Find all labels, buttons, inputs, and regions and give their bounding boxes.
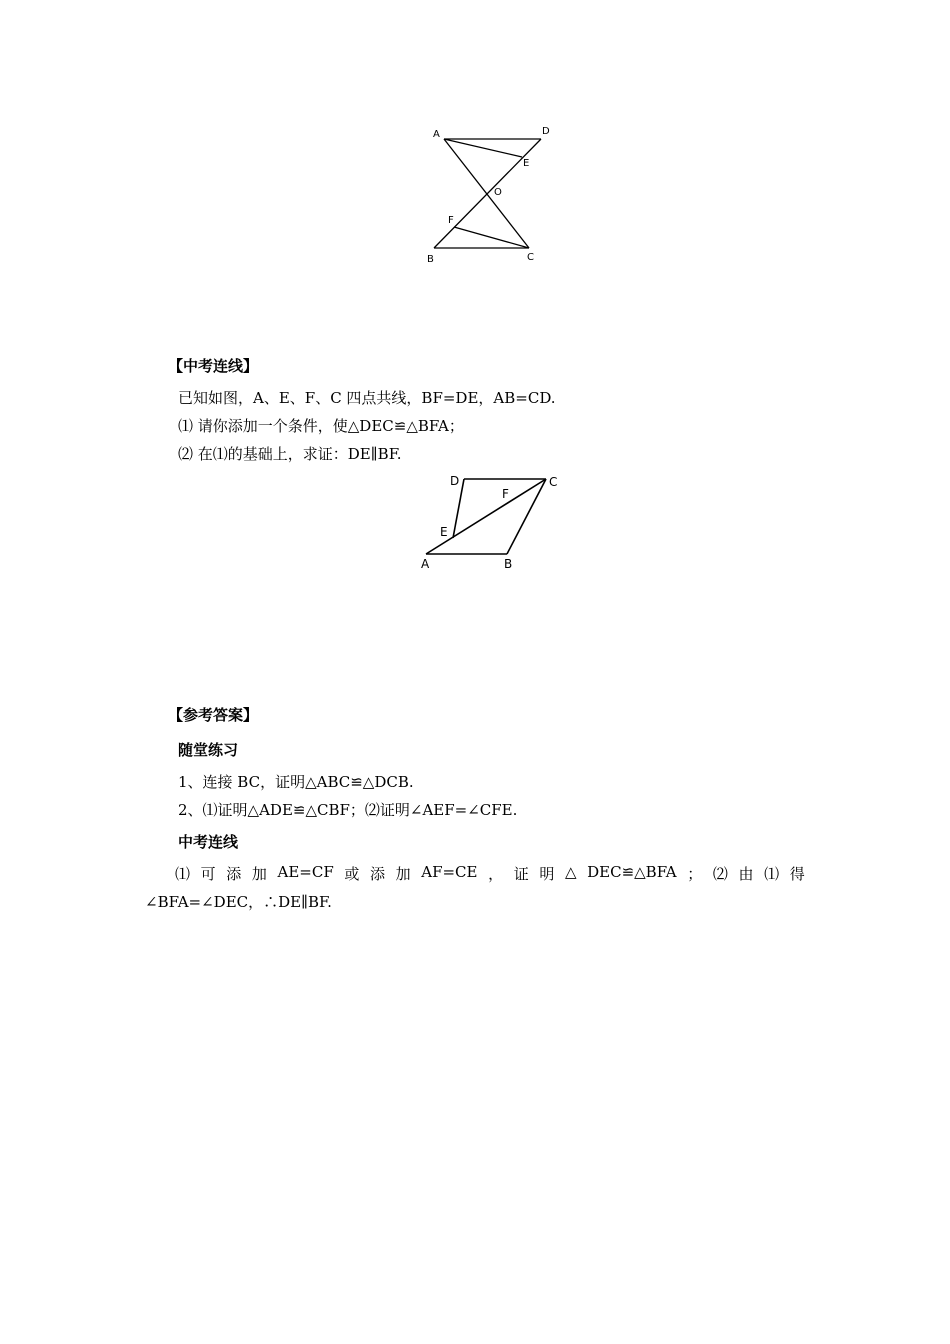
answer-token: 添 <box>226 865 242 883</box>
exam-heading: 【中考连线】 <box>168 357 259 375</box>
answer-token: ⑵ <box>712 865 728 883</box>
answer-token: 明 <box>539 865 555 883</box>
answer-token: 可 <box>200 865 216 883</box>
exam-intro: 已知如图，A、E、F、C 四点共线，BF=DE，AB=CD. <box>178 389 556 407</box>
label-d: D <box>542 126 550 137</box>
answer-token: 或 <box>344 865 360 883</box>
label-a: A <box>433 129 440 140</box>
label-c: C <box>527 252 534 263</box>
answer-token: 加 <box>395 865 411 883</box>
exam-question-1: ⑴ 请你添加一个条件，使△DEC≌△BFA； <box>178 417 464 435</box>
segment-db <box>434 139 541 248</box>
exam-answer-heading: 中考连线 <box>178 833 239 851</box>
figure-1-diagram <box>424 122 554 270</box>
label-a: A <box>421 557 430 571</box>
figure-2-diagram <box>418 470 565 574</box>
answer-token: AE=CF <box>277 863 334 881</box>
exam-question-2: ⑵ 在⑴的基础上，求证：DE∥BF. <box>178 445 402 463</box>
label-e: E <box>523 158 530 169</box>
answer-token: AF=CE <box>421 863 478 881</box>
answers-heading: 【参考答案】 <box>168 706 259 724</box>
label-e: E <box>440 525 448 539</box>
answer-token: 得 <box>789 865 805 883</box>
answer-token: 证 <box>513 865 529 883</box>
label-o: O <box>494 187 502 198</box>
practice-answer-2: 2、⑴证明△ADE≌△CBF；⑵证明∠AEF=∠CFE. <box>178 801 518 819</box>
answer-token: 添 <box>369 865 385 883</box>
answer-token: ； <box>687 865 703 883</box>
label-d: D <box>450 474 460 488</box>
practice-heading: 随堂练习 <box>178 741 239 759</box>
answer-token: ⑴ <box>764 865 780 883</box>
answer-token: ⑴ <box>175 865 191 883</box>
segment-fc <box>454 227 529 248</box>
practice-answer-1: 1、连接 BC，证明△ABC≌△DCB. <box>178 773 414 791</box>
answer-token: △ <box>564 863 577 881</box>
label-b: B <box>427 254 434 265</box>
answer-token: DEC≌△BFA <box>587 863 677 881</box>
label-c: C <box>549 475 558 489</box>
label-f: F <box>448 215 454 226</box>
answer-token: ， <box>488 865 504 883</box>
exam-answer-line-1 <box>175 863 805 884</box>
exam-answer-line-2: ∠BFA=∠DEC，∴DE∥BF. <box>145 893 332 911</box>
label-b: B <box>504 557 513 571</box>
answer-token: 加 <box>251 865 267 883</box>
segment-ac <box>426 479 546 554</box>
answer-token: 由 <box>738 865 754 883</box>
label-f: F <box>502 487 509 501</box>
